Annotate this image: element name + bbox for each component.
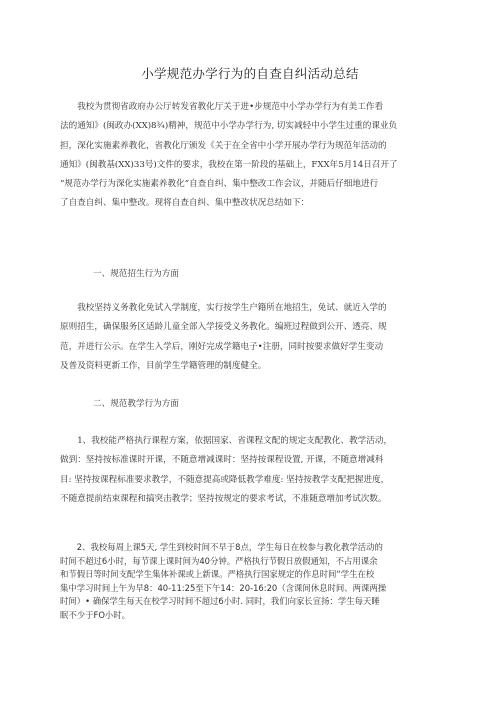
- teaching-item-2-line: 和节假日等时间支配学生集体补课或上新课。严格执行国家规定的作息时间“学生在校: [60, 569, 375, 580]
- intro-line: 通知》(闽教基(XX)33号)文件的要求，我校在第一阶段的基础上，FXX年5月14日召开了: [60, 159, 398, 170]
- intro-line: “规范办学行为深化实施素养教化”自查自纠、集中整改工作会议，并随后仔细地进行: [60, 179, 379, 190]
- teaching-item-2-line: 集中学习时间上午为早8：40-11:25至下午14：20-16:20（含课间休息时间、两课两操: [60, 582, 387, 593]
- document-title: 小学规范办学行为的自查自纠活动总结: [141, 66, 359, 81]
- enrollment-line: 范，并进行公示。在学生入学后，刚好完成学籍电子•注册，同时按要求做好学生变动: [60, 341, 384, 352]
- enrollment-paragraph: [60, 299, 440, 376]
- enrollment-line: 我校坚持义务教化免试入学制度，实行按学生户籍所在地招生，免试、就近入学的: [77, 303, 387, 313]
- intro-line: 了自查自纠、集中整改。现将自查自纠、集中整改状况总结如下：: [60, 198, 310, 209]
- section-heading-enrollment: 一、规范招生行为方面: [93, 269, 179, 279]
- intro-line: 法的通知》(闽政办(XX)8¾)精神，规范中小学办学行为, 切实减轻中小学生过重的课业负: [60, 121, 398, 132]
- teaching-item-1-line: 不随意提前结束课程和搞突击教学；坚持按规定的要求考试，不准随意增加考试次数。: [60, 493, 387, 504]
- intro-line: 我校为贯彻省政府办公厅转发省教化厅关于进•步规范中小学办学行为有美工作看: [77, 102, 384, 112]
- teaching-item-2-line: 眠不少于FO小时。: [60, 609, 131, 620]
- intro-line: 担，深化实施素养教化，省教化厅颁发《关于在全省中小学开展办学行为规范年活动的: [60, 140, 387, 151]
- teaching-item-1-line: 目: 坚持按课程标准要求教学，不随意提高或降低教学难度: 坚持按教学支配把握进度，: [60, 474, 390, 485]
- teaching-item-1-line: 1、我校能严格执行课程方案，依据国家、省课程文配的规定支配教化、教学活动，: [77, 436, 393, 446]
- intro-paragraph: [60, 98, 440, 214]
- teaching-item-1-line: 做到：坚持按标准课时开课，不随意增减课时：坚持按课程设置, 开课，不随意增减科: [60, 455, 384, 466]
- enrollment-line: 及普及资料更新工作，目前学生学籍管理的制度健全。: [60, 360, 267, 371]
- teaching-item-1: [60, 432, 440, 509]
- enrollment-line: 原则招生，确保服务区适龄儿童全部入学接受义务教化。编班过程做到公开、透亮、规: [60, 322, 387, 333]
- section-heading-teaching: 二、规范教学行为方面: [93, 399, 179, 409]
- teaching-item-2-line: 时间）• 确保学生每天在校学习时间不超过6小时. 同时，我们向家长宣扬：学生每天睡: [60, 596, 380, 607]
- teaching-item-2-line: 时间不超过6小时，每节课上课时间为40分钟。严格执行节假日放假通知，不占用课余: [60, 555, 378, 566]
- teaching-item-2: [60, 541, 440, 623]
- teaching-item-2-line: 2、我校每周上课5天, 学生到校时间不早于8点，学生每日在校参与教化教学活动的: [76, 542, 383, 552]
